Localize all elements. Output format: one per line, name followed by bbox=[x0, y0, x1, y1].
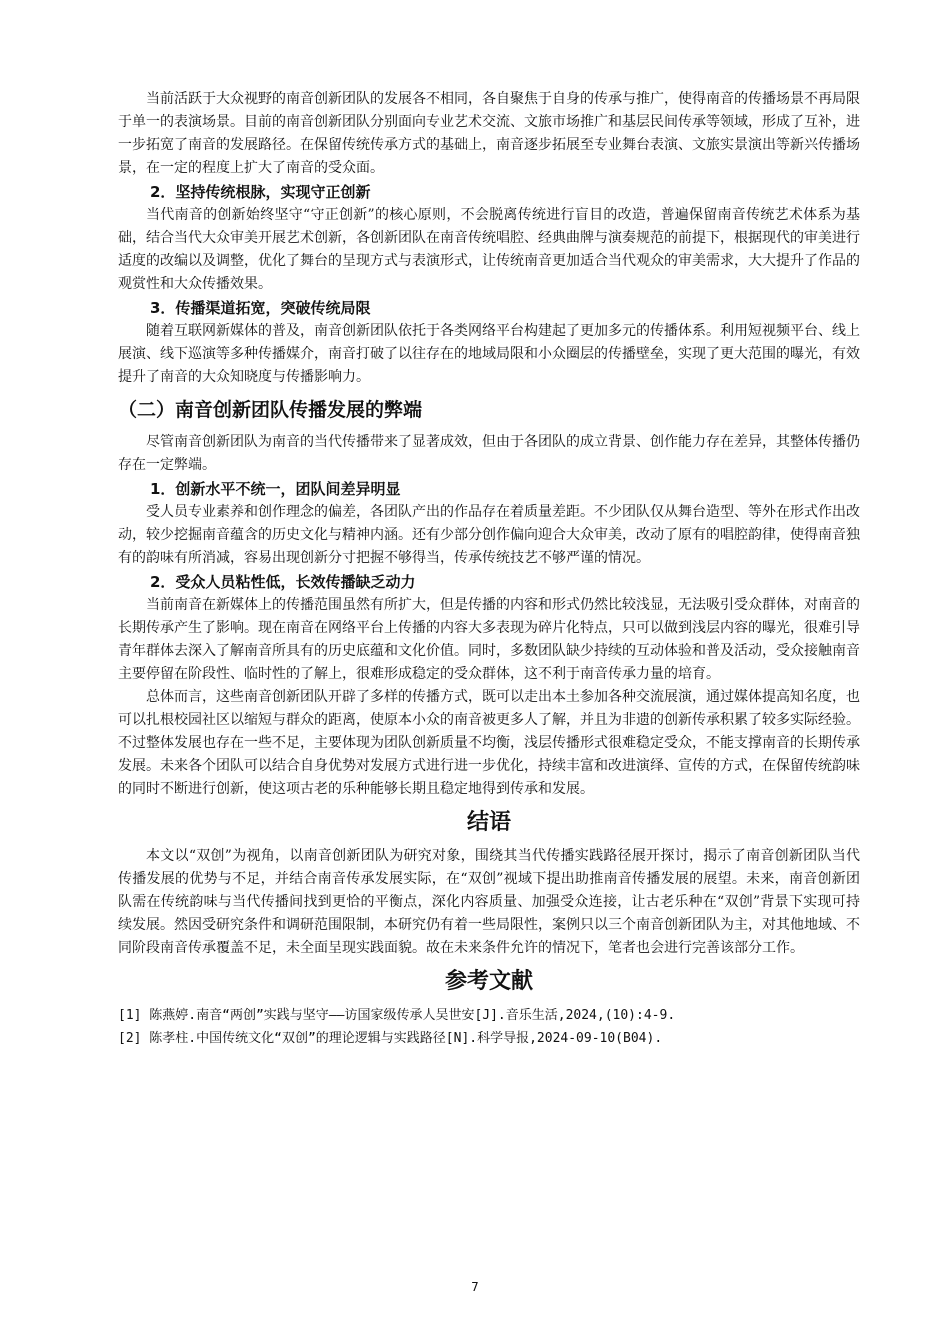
paragraph-summary: 总体而言，这些南音创新团队开辟了多样的传播方式，既可以走出本土参加各种交流展演，通过媒体提高知名度，也可以扎根校园社区以缩短与群众的距离，使原本小众的南音被更多人了解，并且为非遗的创新传承积累了较多实际经验。不过整体发展也存在一些不足，主要体现为团队创新质量不均衡，浅层传播形式很难稳定受众，不能支撑南音的长期传承发展。未来各个团队可以结合自身优势对发展方式进行进一步优化，持续丰富和改进演绎、宣传的方式，在保留传统韵味的同时不断进行创新，使这项古老的乐种能够长期且稳定地得到传承和发展。 bbox=[118, 689, 860, 797]
heading-conclusion: 结语 bbox=[466, 810, 511, 835]
heading-references: 参考文献 bbox=[444, 969, 533, 994]
paragraph-conclusion: 本文以“双创”为视角，以南音创新团队为研究对象，围绕其当代传播实践路径展开探讨，揭示了南音创新团队当代传播发展的优势与不足，并结合南音传承发展实际，在“双创”视域下提出助推南音传播发展的展望。未来，南音创新团队需在传统韵味与当代传播间找到更恰的平衡点，深化内容质量、加强受众连接，让古老乐种在“双创”背景下实现可持续发展。然因受研究条件和调研范围限制，本研究仍有着一些局限性，案例只以三个南音创新团队为主，对其他地域、不同阶段南音传承覆盖不足，未全面呈现实践面貌。故在未来条件允许的情况下，笔者也会进行完善该部分工作。 bbox=[118, 848, 860, 956]
paragraph-drawback-1: 受人员专业素养和创作理念的偏差，各团队产出的作品存在着质量差距。不少团队仅从舞台造型、等外在形式作出改动，较少挖掘南音蕴含的历史文化与精神内涵。还有少部分创作偏向迎合大众审美，改动了原有的唱腔韵律，使得南音独有的韵味有所消减，容易出现创新分寸把握不够得当，传承传统技艺不够严谨的情况。 bbox=[118, 504, 860, 566]
reference-item: [1] 陈燕婷.南音“两创”实践与坚守——访国家级传承人吴世安[J].音乐生活,2024,(10):4-9. bbox=[118, 1008, 676, 1023]
section-heading-drawbacks: （二）南音创新团队传播发展的弊端 bbox=[118, 399, 423, 421]
subheading-drawback-2: 2．受众人员粘性低，长效传播缺乏动力 bbox=[150, 573, 416, 591]
subheading-advantage-3: 3．传播渠道拓宽，突破传统局限 bbox=[150, 299, 371, 317]
subheading-advantage-2: 2．坚持传统根脉，实现守正创新 bbox=[150, 183, 371, 201]
paragraph-advantage-2: 当代南音的创新始终坚守“守正创新”的核心原则，不会脱离传统进行盲目的改造，普遍保留南音传统艺术体系为基础，结合当代大众审美开展艺术创新，各创新团队在南音传统唱腔、经典曲牌与演奏规范的前提下，根据现代的审美进行适度的改编以及调整，优化了舞台的呈现方式与表演形式，让传统南音更加适合当代观众的审美需求，大大提升了作品的观赏性和大众传播效果。 bbox=[118, 207, 860, 292]
reference-list bbox=[118, 1004, 860, 1050]
paragraph-drawbacks-intro: 尽管南音创新团队为南音的当代传播带来了显著成效，但由于各团队的成立背景、创作能力存在差异，其整体传播仍存在一定弊端。 bbox=[118, 434, 860, 473]
document-page bbox=[118, 88, 860, 1050]
paragraph-drawback-2: 当前南音在新媒体上的传播范围虽然有所扩大，但是传播的内容和形式仍然比较浅显，无法吸引受众群体，对南音的长期传承产生了影响。现在南音在网络平台上传播的内容大多表现为碎片化特点，只可以做到浅层内容的曝光，很难引导青年群体去深入了解南音所具有的历史底蕴和文化价值。同时，多数团队缺少持续的互动体验和普及活动，受众接触南音主要停留在阶段性、临时性的了解上，很难形成稳定的受众群体，这不利于南音传承力量的培育。 bbox=[118, 597, 860, 682]
page-number: 7 bbox=[471, 1280, 479, 1294]
subheading-drawback-1: 1．创新水平不统一，团队间差异明显 bbox=[150, 480, 401, 498]
paragraph-advantage-3: 随着互联网新媒体的普及，南音创新团队依托于各类网络平台构建起了更加多元的传播体系。利用短视频平台、线上展演、线下巡演等多种传播媒介，南音打破了以往存在的地域局限和小众圈层的传播壁垒，实现了更大范围的曝光，有效提升了南音的大众知晓度与传播影响力。 bbox=[118, 323, 860, 385]
paragraph-intro: 当前活跃于大众视野的南音创新团队的发展各不相同，各自聚焦于自身的传承与推广，使得南音的传播场景不再局限于单一的表演场景。目前的南音创新团队分别面向专业艺术交流、文旅市场推广和基层民间传承等领域，形成了互补，进一步拓宽了南音的发展路径。在保留传统传承方式的基础上，南音逐步拓展至专业舞台表演、文旅实景演出等新兴传播场景，在一定的程度上扩大了南音的受众面。 bbox=[118, 91, 860, 176]
reference-item: [2] 陈孝柱.中国传统文化“双创”的理论逻辑与实践路径[N].科学导报,2024-09-10(B04). bbox=[118, 1031, 663, 1046]
